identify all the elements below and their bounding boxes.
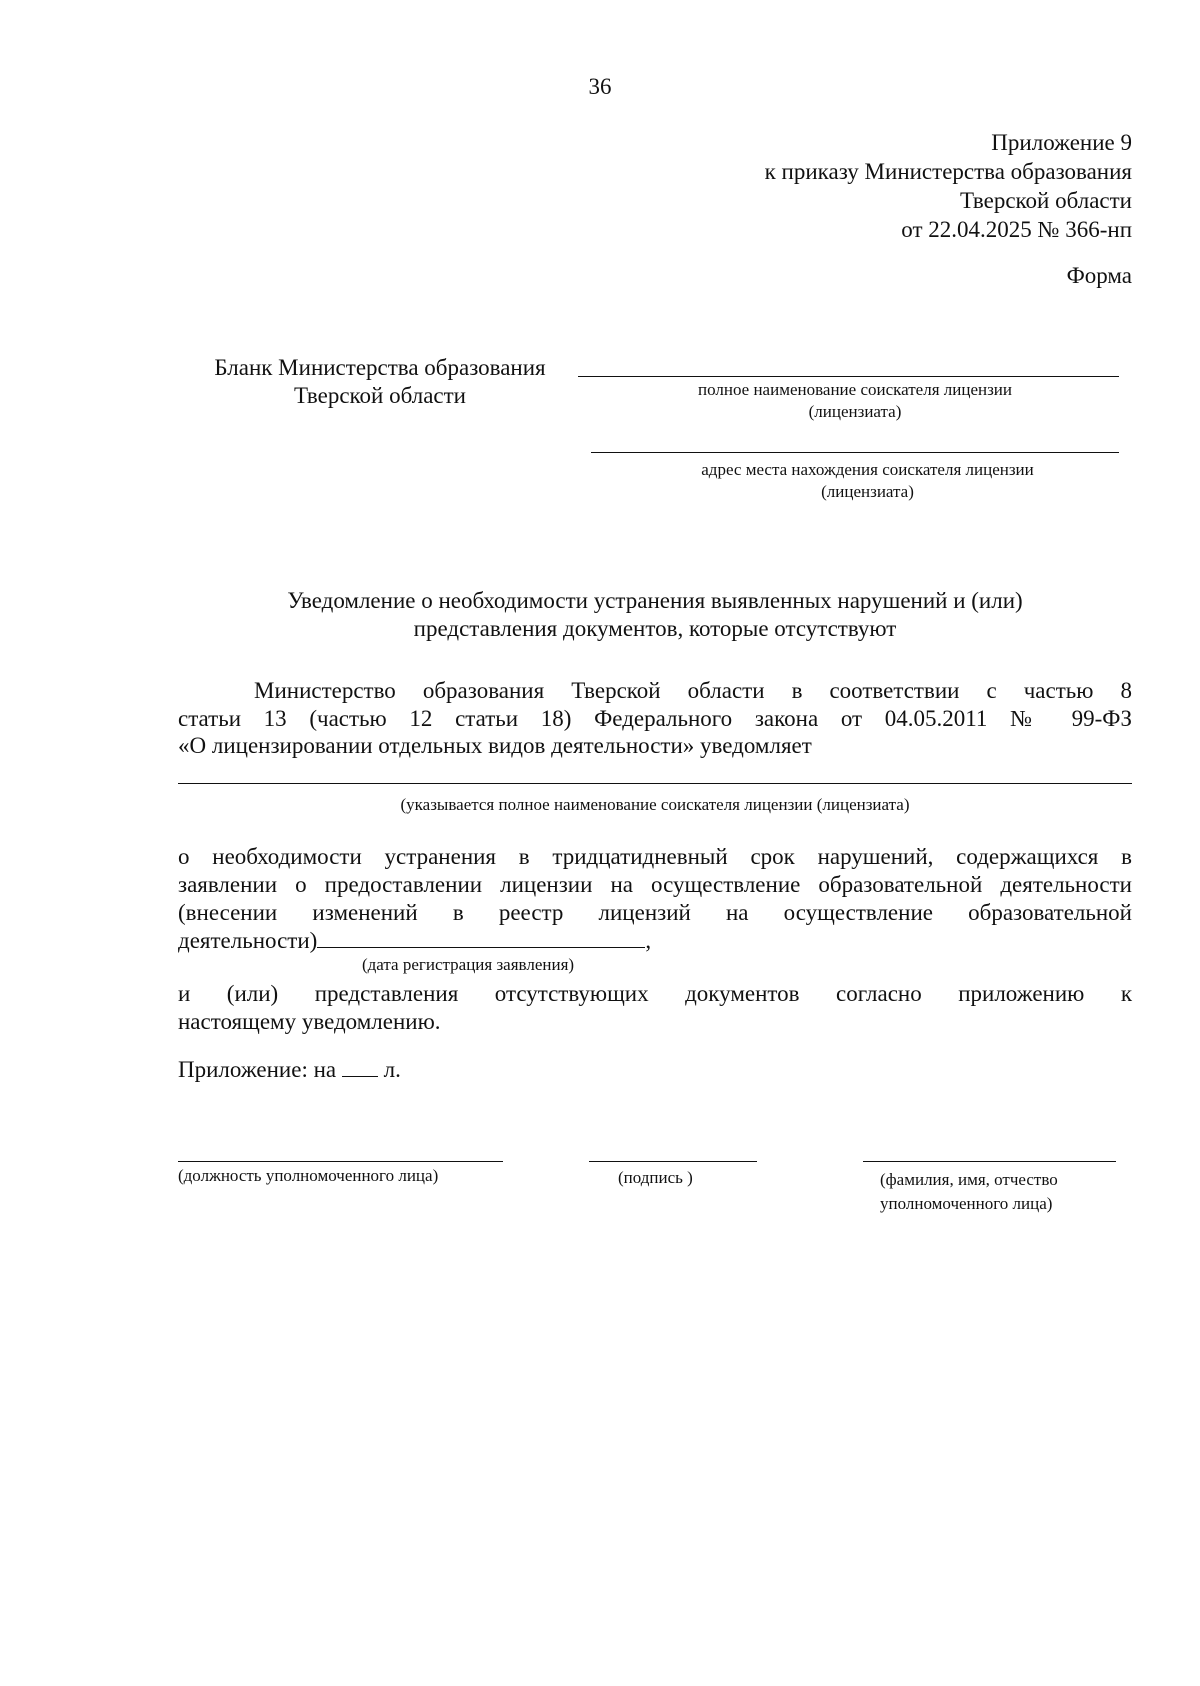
- position-caption: (должность уполномоченного лица): [178, 1166, 439, 1185]
- appendix-region-line: Тверской области: [960, 188, 1132, 213]
- notice-title-line-1: Уведомление о необходимости устранения выявленных нарушений и (или): [287, 588, 1023, 613]
- recipient-name-line: [578, 376, 1119, 377]
- signature-caption: (подпись ): [618, 1168, 693, 1187]
- appendix-date-line: от 22.04.2025 № 366-нп: [901, 217, 1132, 242]
- letterhead-line-2: Тверской области: [294, 383, 466, 408]
- appendix-number: Приложение 9: [991, 130, 1132, 155]
- paragraph-ministry-notice: [178, 677, 1132, 760]
- licensee-name-caption: (указывается полное наименование соискателя лицензии (лицензиата): [400, 795, 910, 814]
- paragraph-3-line-2: настоящему уведомлению.: [178, 1009, 441, 1034]
- recipient-address-caption: адрес места нахождения соискателя лицензии (лицензиата): [701, 460, 1034, 501]
- attachment-pages-blank: [342, 1076, 378, 1077]
- full-name-caption: (фамилия, имя, отчество уполномоченного лица): [880, 1170, 1058, 1213]
- paragraph-2-line-4: деятельности) ,: [178, 928, 652, 953]
- paragraph-2-line-3: (внесении изменений в реестр лицензий на осуществление образовательной: [178, 900, 1132, 925]
- form-label: Форма: [1066, 263, 1132, 288]
- paragraph-documents: [178, 980, 1132, 1036]
- paragraph-1-line-2: статьи 13 (частью 12 статьи 18) Федерального закона от 04.05.2011 № 99-ФЗ: [178, 705, 1132, 731]
- page-number: 36: [588, 74, 612, 99]
- full-name-line: [863, 1161, 1116, 1162]
- letterhead: [195, 354, 565, 410]
- paragraph-1-line-3: «О лицензировании отдельных видов деятельности» уведомляет: [178, 733, 812, 759]
- paragraph-violations: [178, 843, 1132, 955]
- letterhead-line-1: Бланк Министерства образования: [214, 355, 546, 380]
- paragraph-1-line-1: Министерство образования Тверской области в соответствии с частью 8: [254, 678, 1132, 703]
- notice-title: [178, 587, 1132, 643]
- paragraph-3-line-1: и (или) представления отсутствующих документов согласно приложению к: [178, 981, 1132, 1006]
- attachment-line: Приложение: на л.: [178, 1057, 401, 1082]
- appendix-order-line: к приказу Министерства образования: [764, 159, 1132, 184]
- licensee-name-line: [178, 783, 1132, 784]
- signature-line: [589, 1161, 757, 1162]
- notice-title-line-2: представления документов, которые отсутствуют: [413, 616, 897, 641]
- registration-date-line: [317, 947, 645, 948]
- paragraph-2-line-1: о необходимости устранения в тридцатидневный срок нарушений, содержащихся в: [178, 844, 1132, 869]
- paragraph-2-line-2: заявлении о предоставлении лицензии на осуществление образовательной деятельности: [178, 872, 1132, 897]
- position-line: [178, 1161, 503, 1162]
- recipient-name-caption: полное наименование соискателя лицензии (лицензиата): [698, 380, 1012, 421]
- appendix-header: [765, 128, 1132, 244]
- recipient-address-line: [591, 452, 1119, 453]
- registration-date-caption: (дата регистрация заявления): [362, 955, 575, 974]
